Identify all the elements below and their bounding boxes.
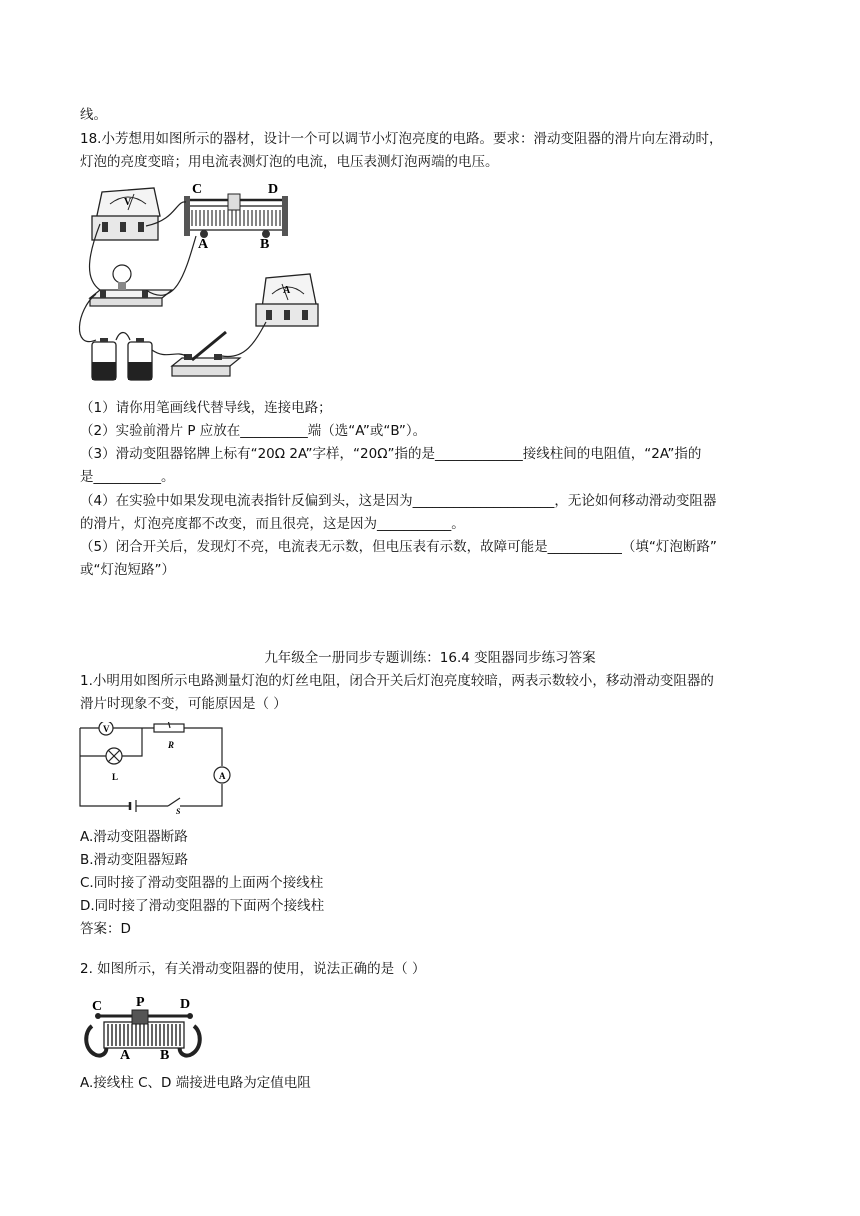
rheostat-terminal-a: A	[120, 1048, 131, 1062]
answer-2-option-a: A.接线柱 C、D 端接进电路为定值电阻	[80, 1075, 311, 1091]
answer-1-option-b: B.滑动变阻器短路	[80, 852, 189, 868]
answer-1-option-c: C.同时接了滑动变阻器的上面两个接线柱	[80, 875, 324, 891]
answer-1-option-d: D.同时接了滑动变阻器的下面两个接线柱	[80, 898, 325, 914]
bulb-icon	[90, 265, 172, 306]
answer-1-option-a: A.滑动变阻器断路	[80, 829, 188, 845]
rheostat-terminal-d: D	[268, 182, 279, 197]
rheostat-icon	[184, 194, 288, 238]
rheostat-icon	[86, 1010, 200, 1056]
question-18-part-4-cont: 的滑片，灯泡亮度都不改变，而且很亮，这是因为___________。	[80, 516, 465, 532]
rheostat-terminal-d: D	[180, 997, 191, 1012]
voltmeter-label: V	[124, 197, 132, 208]
question-18-part-3-cont: 是__________。	[80, 469, 175, 485]
apparatus-figure	[76, 180, 326, 386]
rheostat-terminal-c: C	[192, 182, 203, 197]
question-18-stem: 18.小芳想用如图所示的器材，设计一个可以调节小灯泡亮度的电路。要求：滑动变阻器的滑片向左滑动时，	[80, 131, 723, 147]
text-line: 线。	[80, 107, 107, 123]
question-18-part-2: （2）实验前滑片 P 应放在__________端（选“A”或“B”）。	[80, 423, 427, 439]
ammeter-label: A	[283, 285, 291, 296]
ammeter-icon	[256, 274, 318, 326]
slider-p-label: P	[136, 995, 145, 1010]
voltmeter-icon	[92, 188, 160, 240]
rheostat-terminal-b: B	[260, 237, 270, 252]
rheostat-terminal-a: A	[198, 237, 209, 252]
lamp-label: L	[112, 772, 119, 782]
answer-1-question-cont: 滑片时现象不变，可能原因是（ ）	[80, 696, 287, 712]
ammeter-label: A	[219, 771, 226, 781]
answer-1-question: 1.小明用如图所示电路测量灯泡的灯丝电阻，闭合开关后灯泡亮度较暗，两表示数较小，移动滑动变阻器的	[80, 673, 714, 689]
question-18-part-4: （4）在实验中如果发现电流表指针反偏到头，这是因为_____________________，无论如何移动滑动变阻器	[80, 493, 717, 509]
answer-1-key: 答案：D	[80, 921, 131, 937]
question-18-stem-cont: 灯泡的亮度变暗；用电流表测灯泡的电流，电压表测灯泡两端的电压。	[80, 154, 499, 170]
switch-label: S	[176, 807, 181, 814]
question-18-part-5: （5）闭合开关后，发现灯不亮，电流表无示数，但电压表有示数，故障可能是___________（填“灯泡断路”	[80, 539, 717, 555]
voltmeter-label: V	[103, 724, 110, 734]
circuit-diagram	[76, 722, 232, 814]
rheostat-label: R	[168, 740, 175, 750]
answer-section-title: 九年级全一册同步专题训练：16.4 变阻器同步练习答案	[264, 650, 596, 666]
question-18-part-3: （3）滑动变阻器铭牌上标有“20Ω 2A”字样，“20Ω”指的是_____________接线柱间的电阻值，“2A”指的	[80, 446, 702, 462]
rheostat-figure	[82, 992, 204, 1062]
question-18-part-1: （1）请你用笔画线代替导线，连接电路；	[80, 400, 332, 416]
rheostat-terminal-b: B	[160, 1048, 170, 1062]
question-18-part-5-cont: 或“灯泡短路”）	[80, 562, 175, 578]
battery-icon	[92, 338, 152, 380]
rheostat-terminal-c: C	[92, 999, 103, 1014]
answer-2-question: 2. 如图所示，有关滑动变阻器的使用，说法正确的是（ ）	[80, 961, 426, 977]
